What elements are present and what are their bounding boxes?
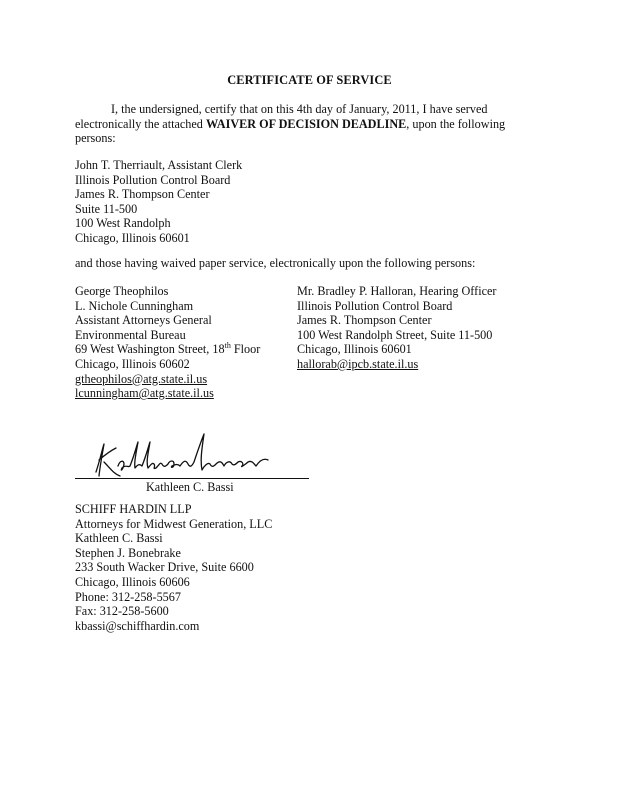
sender-phone: Phone: 312-258-5567 <box>75 589 181 604</box>
intro-before: I, the undersigned, certify that on this 4th day of January, 2011, I have served electronically the attached <box>75 102 488 131</box>
right-recipient-line: Chicago, Illinois 60601 <box>297 342 412 357</box>
primary-recipient-block <box>75 158 242 246</box>
left-recipient-city: Chicago, Illinois 60602 <box>75 356 190 371</box>
sender-line: Stephen J. Bonebrake <box>75 545 181 560</box>
waiver-line: and those having waived paper service, electronically upon the following persons: <box>75 256 476 270</box>
right-recipient-line: Mr. Bradley P. Halloran, Hearing Officer <box>297 284 497 298</box>
signature-line <box>75 478 309 479</box>
street-superscript: th <box>224 341 231 351</box>
left-recipient-line: L. Nichole Cunningham <box>75 298 194 313</box>
sender-fax: Fax: 312-258-5600 <box>75 604 169 619</box>
sender-line: Chicago, Illinois 60606 <box>75 574 190 589</box>
left-recipient-line: George Theophilos <box>75 284 169 298</box>
sender-line: Kathleen C. Bassi <box>75 531 163 546</box>
right-recipient-line: James R. Thompson Center <box>297 313 432 328</box>
sender-firm: SCHIFF HARDIN LLP <box>75 502 192 516</box>
signature-printed-name: Kathleen C. Bassi <box>146 480 234 494</box>
primary-recipient-line: John T. Therriault, Assistant Clerk <box>75 158 243 172</box>
intro-paragraph <box>75 102 545 146</box>
sender-line: Attorneys for Midwest Generation, LLC <box>75 516 273 531</box>
primary-recipient-line: 100 West Randolph <box>75 216 171 231</box>
sender-line: 233 South Wacker Drive, Suite 6600 <box>75 560 254 575</box>
intro-after: , upon the following persons: <box>75 116 506 146</box>
primary-recipient-line: Suite 11-500 <box>75 201 138 216</box>
document-name: WAIVER OF DECISION DEADLINE <box>205 116 407 131</box>
right-recipient-block <box>297 284 496 372</box>
primary-recipient-line: Illinois Pollution Control Board <box>75 172 231 187</box>
sender-email[interactable]: kbassi@schiffhardin.com <box>75 618 200 633</box>
right-recipient-line: 100 West Randolph Street, Suite 11-500 <box>297 327 493 342</box>
right-recipient-line: Illinois Pollution Control Board <box>297 298 453 313</box>
certificate-title: CERTIFICATE OF SERVICE <box>227 73 392 87</box>
left-recipient-line: Environmental Bureau <box>75 327 186 342</box>
email-link-hallorab[interactable]: hallorab@ipcb.state.il.us <box>297 356 419 371</box>
sender-block <box>75 502 272 633</box>
email-link-lcunningham[interactable]: lcunningham@atg.state.il.us <box>75 386 214 401</box>
street-floor: Floor <box>230 342 261 357</box>
primary-recipient-line: Chicago, Illinois 60601 <box>75 230 190 245</box>
primary-recipient-line: James R. Thompson Center <box>75 187 210 202</box>
street-text: 69 West Washington Street, 18 <box>75 342 225 357</box>
left-recipient-line: Assistant Attorneys General <box>75 313 212 328</box>
email-link-gtheophilos[interactable]: gtheophilos@atg.state.il.us <box>75 371 208 386</box>
left-recipient-street <box>75 342 260 357</box>
left-recipient-block <box>75 284 260 401</box>
handwritten-signature <box>90 430 290 482</box>
